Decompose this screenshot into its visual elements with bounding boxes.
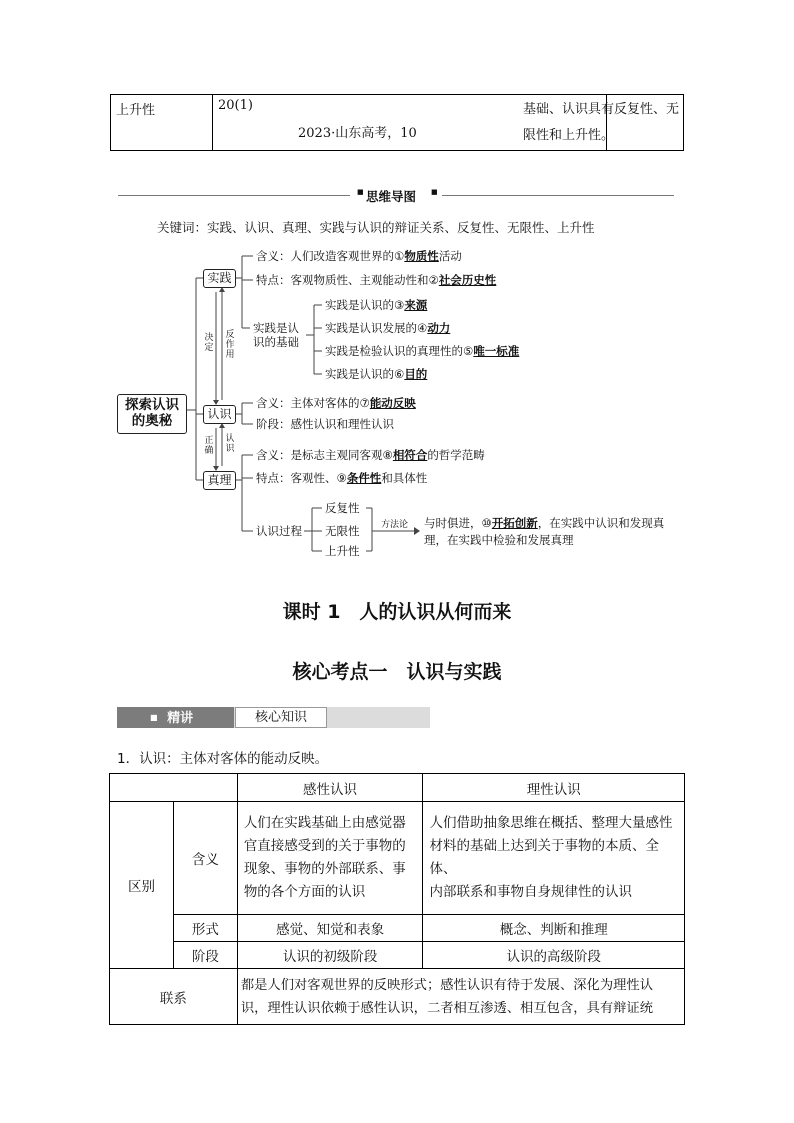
truth-meaning (256, 448, 485, 462)
table-row (110, 802, 685, 915)
truth-feature-post: 和具体性 (381, 471, 428, 485)
basis-item-2 (325, 321, 450, 335)
cognition-stage: 阶段：感性认识和理性认识 (256, 417, 394, 431)
cell-link-content (237, 969, 684, 1025)
process-rising: 上升性 (325, 544, 360, 558)
banner-left (117, 707, 234, 728)
process-infinite: 无限性 (325, 524, 360, 538)
meaning-r-line-3: 内部联系和事物自身规律性的认识 (429, 884, 632, 900)
mindmap-root (117, 394, 187, 434)
lesson-title: 课时 1 人的认识从何而来 (282, 601, 512, 623)
comparison-table (109, 773, 685, 1025)
banner-left-label: 精讲 (167, 711, 194, 726)
node-practice: 实践 (203, 269, 236, 288)
basis-item-1-pre: 实践是认识的③ (325, 298, 405, 312)
meaning-p-line-4: 物的各个方面的认识 (243, 884, 366, 900)
header-dot-left: ■ (357, 188, 364, 196)
practice-meaning (256, 249, 462, 263)
root-line-1: 探索认识 (125, 397, 179, 413)
banner-right: 核心知识 (235, 707, 327, 728)
cell-meaning: 含义 (173, 802, 237, 915)
header-rational: 理性认识 (423, 774, 685, 802)
truth-feature-key: 条件性 (346, 471, 382, 485)
meaning-r-line-2: 材料的基础上达到关于事物的本质、全体、 (429, 838, 659, 877)
cell-stage-perceptual: 认识的初级阶段 (237, 942, 423, 969)
table-row (110, 942, 685, 969)
header-perceptual: 感性认识 (303, 782, 357, 798)
practice-meaning-pre: 含义：人们改造客观世界的① (256, 249, 405, 263)
practice-meaning-post: 活动 (438, 249, 462, 263)
truth-feature (256, 471, 427, 485)
practice-basis-line-1: 实践是认 (253, 321, 299, 335)
header-divider (237, 773, 238, 802)
basis-item-4-pre: 实践是认识的⑥ (325, 367, 405, 381)
basis-item-3-key: 唯一标准 (473, 344, 520, 358)
arrow-label-cognize: 认识 (225, 434, 235, 454)
table-row (110, 915, 685, 942)
arrow-label-decide: 决定 (204, 333, 214, 353)
truth-feature-pre: 特点：客观性、⑨ (256, 471, 347, 485)
meaning-p-line-1: 人们在实践基础上由感觉器 (243, 815, 406, 831)
practice-meaning-key: 物质性 (404, 249, 439, 263)
banner-square-icon: ■ (150, 713, 158, 722)
basis-item-4 (325, 367, 427, 381)
top-table-label: 上升性 (116, 103, 156, 118)
meaning-r-line-1: 人们借助抽象思维在概括、整理大量感性 (429, 815, 673, 831)
header-dot-right: ■ (431, 188, 438, 196)
method-label: 方法论 (381, 520, 409, 530)
cell-diff: 区别 (110, 802, 174, 969)
keywords: 关键词：实践、认识、真理、实践与认识的辩证关系、反复性、无限性、上升性 (157, 220, 595, 235)
arrow-label-correct: 正确 (204, 436, 214, 456)
top-table-desc-2: 限性和上升性。 (523, 128, 615, 143)
basis-item-2-pre: 实践是认识发展的④ (325, 321, 428, 335)
practice-basis (253, 321, 299, 349)
section-title: 核心考点一 认识与实践 (292, 661, 502, 683)
table-row (110, 969, 685, 1025)
node-cognition: 认识 (203, 405, 236, 424)
truth-meaning-pre: 含义：是标志主观同客观⑧ (256, 448, 393, 462)
top-table-ref-1: 20(1) (218, 98, 253, 113)
cognition-meaning (256, 396, 416, 410)
cell-form-rational: 概念、判断和推理 (423, 915, 685, 942)
top-table-ref-2: 2023·山东高考，10 (298, 126, 417, 141)
practice-feature-key: 社会历史性 (438, 273, 497, 287)
method-result-post: ，在实践中认识和发现真 (537, 516, 665, 530)
basis-item-2-key: 动力 (427, 321, 451, 335)
cell-form: 形式 (173, 915, 237, 942)
cell-stage: 阶段 (173, 942, 237, 969)
truth-meaning-post: 的哲学范畴 (427, 448, 485, 462)
cell-meaning-rational (423, 802, 685, 915)
arrow-label-react: 反作用 (225, 330, 235, 360)
top-table-desc-1: 基础、认识具有反复性、无 (523, 102, 680, 117)
practice-feature (256, 273, 496, 287)
basis-item-4-key: 目的 (404, 367, 428, 381)
cell-link: 联系 (110, 969, 238, 1025)
truth-meaning-key: 相符合 (392, 448, 428, 462)
point-1: 1．认识：主体对客体的能动反映。 (117, 751, 329, 767)
mindmap-header: 思维导图 (366, 189, 417, 204)
method-result-1 (424, 516, 664, 530)
basis-item-3 (325, 344, 519, 358)
meaning-p-line-2: 官直接感受到的关于事物的 (243, 838, 406, 854)
truth-process: 认识过程 (256, 524, 302, 538)
process-repeat: 反复性 (325, 501, 360, 515)
method-result-2: 理，在实践中检验和发展真理 (424, 533, 574, 547)
basis-item-1-key: 来源 (404, 298, 428, 312)
basis-item-1 (325, 298, 427, 312)
cell-stage-rational: 认识的高级阶段 (423, 942, 685, 969)
link-line-1: 都是人们对客观世界的反映形式；感性认识有待于发展、深化为理性认 (240, 977, 654, 993)
method-result-pre: 与时俱进，⑩ (424, 516, 492, 530)
cell-meaning-perceptual (237, 802, 423, 915)
cognition-meaning-key: 能动反映 (369, 396, 416, 410)
basis-item-3-pre: 实践是检验认识的真理性的⑤ (325, 344, 474, 358)
practice-feature-pre: 特点：客观物质性、主观能动性和② (256, 273, 439, 287)
cell-form-perceptual: 感觉、知觉和表象 (237, 915, 423, 942)
meaning-p-line-3: 现象、事物的外部联系、事 (243, 861, 406, 877)
node-truth: 真理 (203, 471, 236, 490)
method-result-key: 开拓创新 (491, 516, 538, 530)
cognition-meaning-pre: 含义：主体对客体的⑦ (256, 396, 370, 410)
root-line-2: 的奥秘 (131, 413, 173, 429)
link-line-2: 识，理性认识依赖于感性认识，二者相互渗透、相互包含，具有辩证统 (240, 1000, 654, 1016)
practice-basis-line-2: 识的基础 (253, 335, 299, 349)
